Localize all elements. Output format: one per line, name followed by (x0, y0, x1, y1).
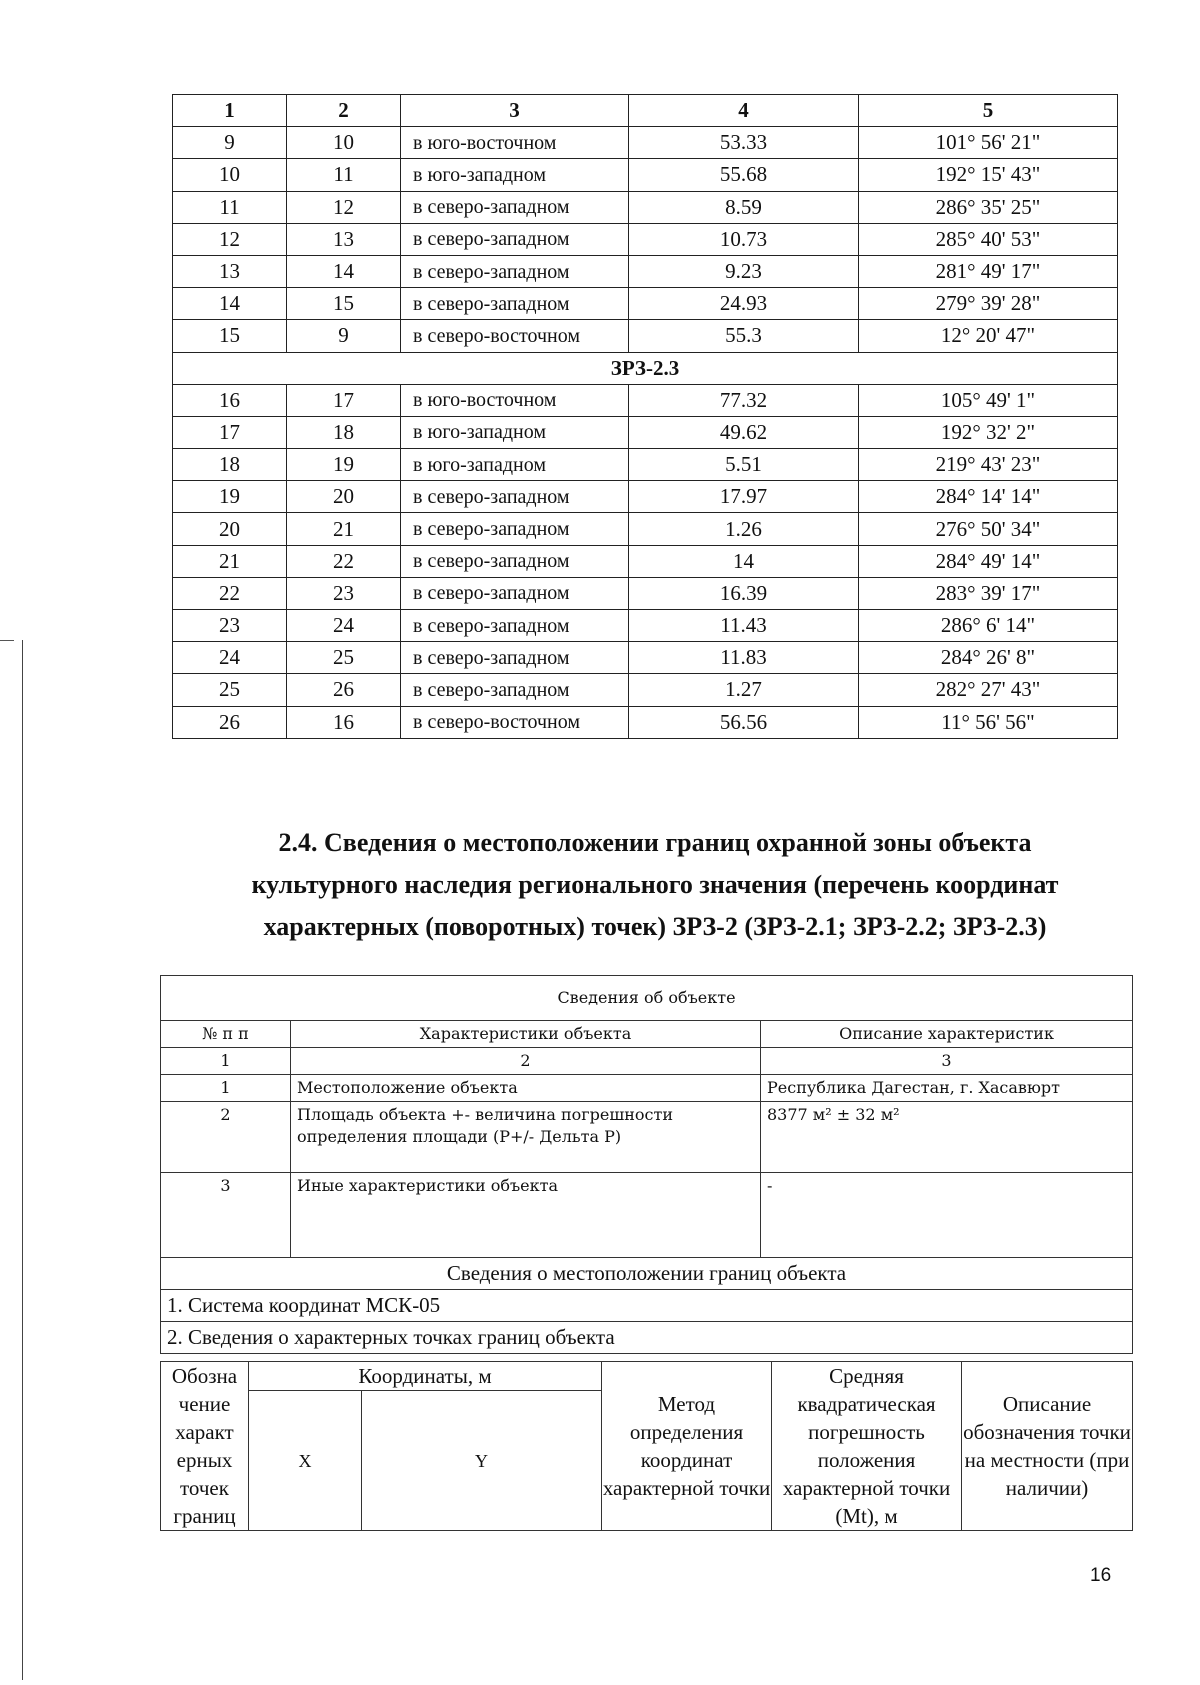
table-row (173, 449, 1118, 481)
distance: 11.83 (629, 642, 859, 674)
bearing: 192° 32' 2" (859, 416, 1118, 448)
bearing: 101° 56' 21" (859, 127, 1118, 159)
heading-line-1: 2.4. Сведения о местоположении границ охранной зоны объекта (278, 828, 1032, 857)
direction: в северо-западном (401, 481, 629, 513)
to-point: 19 (287, 449, 401, 481)
page-edge-line (22, 640, 23, 1680)
header-row (173, 95, 1118, 127)
bearing: 286° 6' 14" (859, 610, 1118, 642)
from-point: 13 (173, 255, 287, 287)
bearing: 279° 39' 28" (859, 288, 1118, 320)
direction: в северо-западном (401, 610, 629, 642)
points-info: 2. Сведения о характерных точках границ объекта (161, 1322, 1133, 1354)
table-row (173, 191, 1118, 223)
from-point: 9 (173, 127, 287, 159)
direction: в северо-западном (401, 642, 629, 674)
bearing: 284° 26' 8" (859, 642, 1118, 674)
col-number-3: 3 (761, 1048, 1133, 1075)
distance: 77.32 (629, 384, 859, 416)
coords-header: Координаты, м (249, 1362, 602, 1391)
direction: в северо-западном (401, 545, 629, 577)
direction: в юго-западном (401, 416, 629, 448)
to-point: 18 (287, 416, 401, 448)
direction: в юго-западном (401, 159, 629, 191)
bearing: 281° 49' 17" (859, 255, 1118, 287)
from-point: 18 (173, 449, 287, 481)
from-point: 20 (173, 513, 287, 545)
col-number-1: 1 (161, 1048, 291, 1075)
table-row (173, 706, 1118, 738)
to-point: 13 (287, 223, 401, 255)
distance: 55.3 (629, 320, 859, 352)
to-point: 20 (287, 481, 401, 513)
from-point: 17 (173, 416, 287, 448)
bearing: 192° 15' 43" (859, 159, 1118, 191)
table-row (173, 513, 1118, 545)
to-point: 16 (287, 706, 401, 738)
bearing: 282° 27' 43" (859, 674, 1118, 706)
distance: 4 (629, 95, 859, 127)
to-point: 24 (287, 610, 401, 642)
row-desc: Республика Дагестан, г. Хасавюрт (761, 1075, 1133, 1102)
row-desc: - (761, 1173, 1133, 1258)
description-header: Описание обозначения точки на местности (при наличии) (962, 1362, 1133, 1531)
to-point: 15 (287, 288, 401, 320)
method-header: Метод определения координат характерной точки (602, 1362, 772, 1531)
table-row (173, 320, 1118, 352)
table-row (173, 159, 1118, 191)
row-num: 2 (161, 1102, 291, 1173)
object-info-table (160, 975, 1133, 1354)
to-point: 25 (287, 642, 401, 674)
bearing: 5 (859, 95, 1118, 127)
table-row (161, 1075, 1133, 1102)
to-point: 17 (287, 384, 401, 416)
from-point: 23 (173, 610, 287, 642)
from-point: 14 (173, 288, 287, 320)
points-header-table (160, 1361, 1133, 1531)
table-row (173, 416, 1118, 448)
table-row (161, 1102, 1133, 1173)
zone-label: ЗРЗ-2.3 (173, 352, 1118, 384)
table-row (173, 642, 1118, 674)
row-num: 1 (161, 1075, 291, 1102)
distance: 16.39 (629, 577, 859, 609)
to-point: 10 (287, 127, 401, 159)
to-point: 26 (287, 674, 401, 706)
table-row (161, 1173, 1133, 1258)
table-row (173, 610, 1118, 642)
y-header: Y (362, 1391, 602, 1531)
table-row (173, 674, 1118, 706)
to-point: 2 (287, 95, 401, 127)
from-point: 15 (173, 320, 287, 352)
direction: в северо-восточном (401, 320, 629, 352)
col-header-num: № п п (161, 1021, 291, 1048)
row-num: 3 (161, 1173, 291, 1258)
from-point: 16 (173, 384, 287, 416)
table-row (173, 255, 1118, 287)
bearing: 286° 35' 25" (859, 191, 1118, 223)
direction: в юго-восточном (401, 127, 629, 159)
bearing: 284° 49' 14" (859, 545, 1118, 577)
distance: 10.73 (629, 223, 859, 255)
distance: 1.27 (629, 674, 859, 706)
table-row (173, 223, 1118, 255)
to-point: 22 (287, 545, 401, 577)
col-header-desc: Описание характеристик (761, 1021, 1133, 1048)
from-point: 22 (173, 577, 287, 609)
direction: 3 (401, 95, 629, 127)
direction: в юго-восточном (401, 384, 629, 416)
coord-system: 1. Система координат МСК-05 (161, 1290, 1133, 1322)
direction: в северо-западном (401, 513, 629, 545)
col-header-char: Характеристики объекта (291, 1021, 761, 1048)
distance: 9.23 (629, 255, 859, 287)
table-row (173, 384, 1118, 416)
distance: 49.62 (629, 416, 859, 448)
to-point: 11 (287, 159, 401, 191)
section-row (173, 352, 1118, 384)
distance: 53.33 (629, 127, 859, 159)
page-number: 16 (1090, 1565, 1112, 1586)
from-point: 12 (173, 223, 287, 255)
row-char: Иные характеристики объекта (291, 1173, 761, 1258)
col-number-2: 2 (291, 1048, 761, 1075)
distance: 14 (629, 545, 859, 577)
from-point: 21 (173, 545, 287, 577)
bearing: 105° 49' 1" (859, 384, 1118, 416)
direction: в северо-западном (401, 674, 629, 706)
direction: в северо-западном (401, 577, 629, 609)
table-row (173, 288, 1118, 320)
from-point: 24 (173, 642, 287, 674)
to-point: 21 (287, 513, 401, 545)
direction: в юго-западном (401, 449, 629, 481)
from-point: 19 (173, 481, 287, 513)
table-row (173, 127, 1118, 159)
bearing: 285° 40' 53" (859, 223, 1118, 255)
bearing: 283° 39' 17" (859, 577, 1118, 609)
distance: 17.97 (629, 481, 859, 513)
distance: 5.51 (629, 449, 859, 481)
distance: 11.43 (629, 610, 859, 642)
direction: в северо-западном (401, 191, 629, 223)
to-point: 14 (287, 255, 401, 287)
object-info-title: Сведения об объекте (161, 976, 1133, 1021)
to-point: 12 (287, 191, 401, 223)
distance: 55.68 (629, 159, 859, 191)
from-point: 11 (173, 191, 287, 223)
distance: 8.59 (629, 191, 859, 223)
bearing: 284° 14' 14" (859, 481, 1118, 513)
row-char: Местоположение объекта (291, 1075, 761, 1102)
x-header: X (249, 1391, 362, 1531)
to-point: 23 (287, 577, 401, 609)
heading-line-3: характерных (поворотных) точек) ЗРЗ-2 (ЗРЗ-2.1; ЗРЗ-2.2; ЗРЗ-2.3) (263, 912, 1047, 941)
direction: в северо-западном (401, 288, 629, 320)
from-point: 26 (173, 706, 287, 738)
bearing: 12° 20' 47" (859, 320, 1118, 352)
direction: в северо-западном (401, 255, 629, 287)
designation-header: Обозна чение характ ерных точек границ (161, 1362, 249, 1531)
section-heading (190, 822, 1120, 948)
location-title: Сведения о местоположении границ объекта (161, 1258, 1133, 1290)
heading-line-2: культурного наследия регионального значения (перечень координат (251, 870, 1059, 899)
distance: 24.93 (629, 288, 859, 320)
from-point: 25 (173, 674, 287, 706)
distance: 1.26 (629, 513, 859, 545)
direction: в северо-восточном (401, 706, 629, 738)
to-point: 9 (287, 320, 401, 352)
distance: 56.56 (629, 706, 859, 738)
bearing: 11° 56' 56" (859, 706, 1118, 738)
bearings-table (172, 94, 1118, 739)
row-desc: 8377 м² ± 32 м² (761, 1102, 1133, 1173)
from-point: 1 (173, 95, 287, 127)
bearing: 276° 50' 34" (859, 513, 1118, 545)
bearing: 219° 43' 23" (859, 449, 1118, 481)
table-row (173, 577, 1118, 609)
from-point: 10 (173, 159, 287, 191)
page-edge-tick (0, 640, 14, 641)
row-char: Площадь объекта +- величина погрешности определения площади (P+/- Дельта P) (291, 1102, 761, 1173)
error-header: Средняя квадратическая погрешность положения характерной точки (Mt), м (772, 1362, 962, 1531)
direction: в северо-западном (401, 223, 629, 255)
table-row (173, 481, 1118, 513)
table-row (173, 545, 1118, 577)
